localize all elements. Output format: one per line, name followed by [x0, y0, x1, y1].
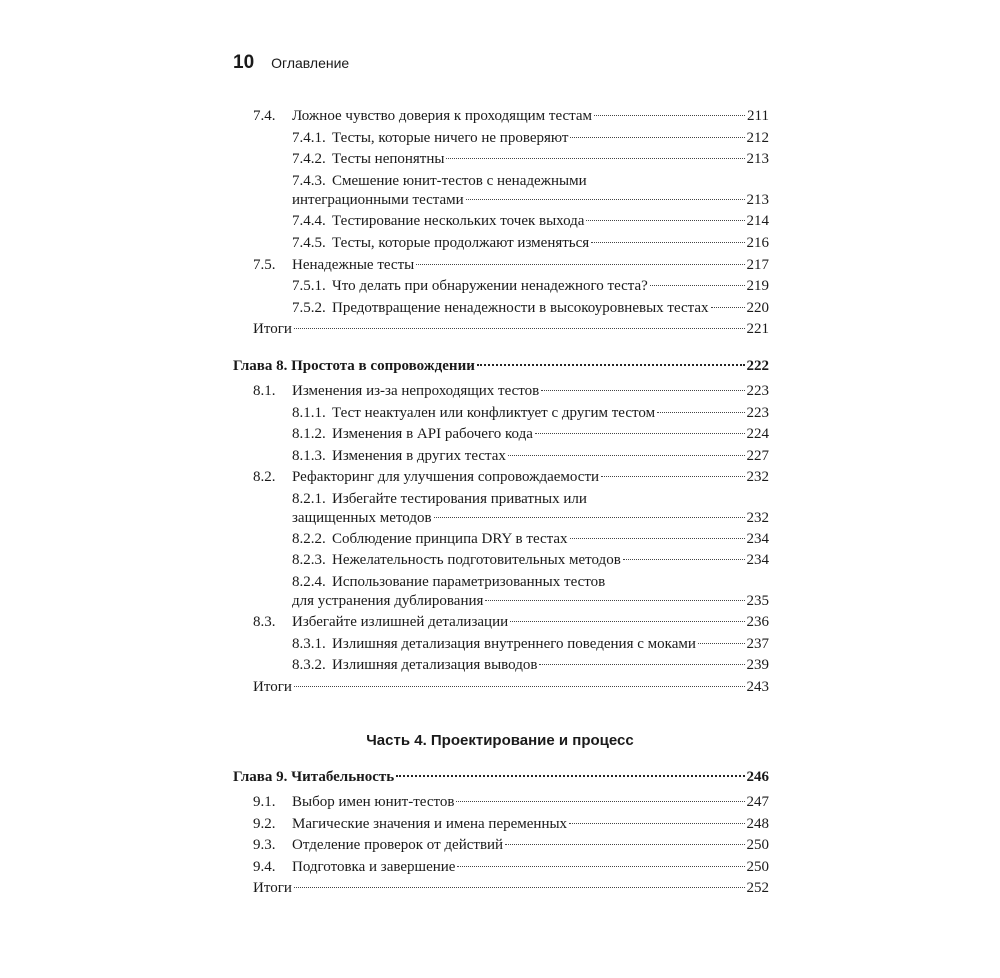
- toc-entry[interactable]: [0, 128, 1000, 150]
- toc-entry-page: 216: [746, 235, 769, 251]
- toc-entry-title: для устранения дублирования: [292, 593, 484, 609]
- toc-entry-continuation[interactable]: [0, 508, 1000, 530]
- toc-entry-number: 7.4.5.: [292, 235, 326, 251]
- toc-chapter-page: 246: [746, 769, 769, 785]
- toc-entry[interactable]: [0, 149, 1000, 171]
- toc-entry-number: 8.3.: [253, 614, 276, 630]
- toc-entry-title: Что делать при обнаружении ненадежного теста?: [332, 278, 648, 294]
- dot-leader: [535, 433, 745, 434]
- toc-entry-number: 8.2.: [253, 469, 276, 485]
- toc-entry-page: 248: [746, 816, 769, 832]
- dot-leader: [396, 775, 744, 777]
- toc-entry[interactable]: [0, 814, 1000, 836]
- dot-leader: [586, 220, 744, 221]
- toc-entry-page: 219: [746, 278, 769, 294]
- toc-entry-number: 7.4.3.: [292, 173, 326, 189]
- toc-entry-title: Излишняя детализация внутреннего поведения с моками: [332, 636, 696, 652]
- toc-chapter[interactable]: [0, 356, 1000, 378]
- toc-entry-number: 9.2.: [253, 816, 276, 832]
- toc-entry-number: 7.5.1.: [292, 278, 326, 294]
- toc-entry-continuation[interactable]: [0, 591, 1000, 613]
- dot-leader: [650, 285, 745, 286]
- dot-leader: [570, 137, 744, 138]
- toc-chapter[interactable]: [0, 767, 1000, 789]
- toc-entry-title: Тестирование нескольких точек выхода: [332, 213, 585, 229]
- dot-leader: [485, 600, 744, 601]
- dot-leader: [541, 390, 744, 391]
- toc-entry-title: Тест неактуален или конфликтует с другим тестом: [332, 405, 656, 421]
- toc-entry-page: 236: [746, 614, 769, 630]
- toc-entry-page: 212: [746, 130, 769, 146]
- dot-leader: [594, 115, 745, 116]
- toc-entry-title-line1: Смешение юнит-тестов с ненадежными: [332, 173, 587, 189]
- toc-entry-page: 213: [746, 151, 769, 167]
- toc-entry-page: 250: [746, 859, 769, 875]
- toc-entry-summary[interactable]: [0, 878, 1000, 900]
- toc-chapter-title: Глава 9. Читабельность: [233, 769, 395, 785]
- toc-entry-summary[interactable]: [0, 677, 1000, 699]
- toc-entry-title: Рефакторинг для улучшения сопровождаемости: [292, 469, 600, 485]
- toc-entry-title: Соблюдение принципа DRY в тестах: [332, 531, 568, 547]
- toc-entry[interactable]: [0, 835, 1000, 857]
- dot-leader: [505, 844, 744, 845]
- toc-entry-page: 247: [746, 794, 769, 810]
- toc-entry-summary[interactable]: [0, 319, 1000, 341]
- toc-entry-title: защищенных методов: [292, 510, 432, 526]
- toc-entry-title: Тесты непонятны: [332, 151, 445, 167]
- toc-entry-number: 7.4.4.: [292, 213, 326, 229]
- toc-entry-title: интеграционными тестами: [292, 192, 464, 208]
- toc-entry[interactable]: [0, 634, 1000, 656]
- toc-entry-page: 221: [746, 321, 769, 337]
- toc-entry-title: Отделение проверок от действий: [292, 837, 504, 853]
- toc-entry[interactable]: [0, 857, 1000, 879]
- dot-leader: [539, 664, 744, 665]
- dot-leader: [569, 823, 744, 824]
- toc-entry-title: Избегайте излишней детализации: [292, 614, 509, 630]
- dot-leader: [466, 199, 745, 200]
- toc-entry-number: 8.1.3.: [292, 448, 326, 464]
- toc-entry-title: Предотвращение ненадежности в высокоуровневых тестах: [332, 300, 709, 316]
- toc-entry-page: 227: [746, 448, 769, 464]
- toc-entry[interactable]: [0, 424, 1000, 446]
- toc-entry-page: 250: [746, 837, 769, 853]
- toc-entry-number: 7.4.1.: [292, 130, 326, 146]
- toc-entry-continuation[interactable]: [0, 190, 1000, 212]
- toc-entry-page: 232: [746, 469, 769, 485]
- toc-entry-title-line1: Использование параметризованных тестов: [332, 574, 606, 590]
- toc-entry-number: 8.3.2.: [292, 657, 326, 673]
- toc-entry[interactable]: [0, 467, 1000, 489]
- toc-entry-page: 243: [746, 679, 769, 695]
- running-head-title: Оглавление: [271, 55, 350, 71]
- dot-leader: [601, 476, 744, 477]
- dot-leader: [711, 307, 745, 308]
- dot-leader: [416, 264, 744, 265]
- dot-leader: [294, 328, 745, 329]
- toc-entry-page: 211: [747, 108, 769, 124]
- toc-entry-number: 9.1.: [253, 794, 276, 810]
- toc-entry-title: Изменения в API рабочего кода: [332, 426, 533, 442]
- dot-leader: [508, 455, 745, 456]
- dot-leader: [570, 538, 745, 539]
- toc-entry[interactable]: [0, 106, 1000, 128]
- toc-chapter-page: 222: [746, 358, 769, 374]
- dot-leader: [294, 887, 745, 888]
- toc-entry[interactable]: [0, 276, 1000, 298]
- dot-leader: [623, 559, 745, 560]
- dot-leader: [456, 801, 744, 802]
- toc-entry[interactable]: [0, 403, 1000, 425]
- toc-entry-number: 7.5.: [253, 257, 276, 273]
- toc-entry-title-line1: Избегайте тестирования приватных или: [332, 491, 587, 507]
- toc-entry-number: 8.3.1.: [292, 636, 326, 652]
- toc-entry-number: 7.5.2.: [292, 300, 326, 316]
- toc-entry-number: 8.1.1.: [292, 405, 326, 421]
- toc-entry-page: 223: [746, 405, 769, 421]
- toc-entry-title: Тесты, которые продолжают изменяться: [332, 235, 590, 251]
- toc-entry-page: 220: [746, 300, 769, 316]
- toc-entry[interactable]: [0, 298, 1000, 320]
- toc-entry-page: 237: [746, 636, 769, 652]
- toc-entry-title: Нежелательность подготовительных методов: [332, 552, 621, 568]
- toc-entry-title: Выбор имен юнит-тестов: [292, 794, 455, 810]
- dot-leader: [446, 158, 744, 159]
- toc-chapter-title: Глава 8. Простота в сопровождении: [233, 358, 475, 374]
- toc-entry[interactable]: [0, 233, 1000, 255]
- toc-entry-page: 214: [746, 213, 769, 229]
- dot-leader: [591, 242, 744, 243]
- toc-entry[interactable]: [0, 529, 1000, 551]
- toc-entry-number: 8.2.1.: [292, 491, 326, 507]
- toc-entry-title: Итоги: [253, 880, 292, 896]
- toc-entry-page: 235: [746, 593, 769, 609]
- toc-entry-title: Подготовка и завершение: [292, 859, 456, 875]
- toc-entry-number: 7.4.2.: [292, 151, 326, 167]
- toc-entry[interactable]: [0, 612, 1000, 634]
- toc-entry-number: 8.2.4.: [292, 574, 326, 590]
- toc-entry-number: 8.1.2.: [292, 426, 326, 442]
- toc-entry-page: 232: [746, 510, 769, 526]
- part-title: Часть 4. Проектирование и процесс: [366, 732, 634, 749]
- dot-leader: [510, 621, 744, 622]
- toc-entry[interactable]: [0, 792, 1000, 814]
- toc-entry-title: Изменения в других тестах: [332, 448, 506, 464]
- toc-entry-number: 7.4.: [253, 108, 276, 124]
- toc-entry-title: Излишняя детализация выводов: [332, 657, 538, 673]
- toc-entry-page: 234: [746, 552, 769, 568]
- toc-entry-number: 9.3.: [253, 837, 276, 853]
- toc-entry-title: Итоги: [253, 321, 292, 337]
- toc-entry-title: Магические значения и имена переменных: [292, 816, 568, 832]
- toc-entry-page: 217: [746, 257, 769, 273]
- toc-entry-number: 8.2.2.: [292, 531, 326, 547]
- dot-leader: [698, 643, 745, 644]
- dot-leader: [657, 412, 744, 413]
- toc-entry-page: 224: [746, 426, 769, 442]
- toc-entry-page: 213: [746, 192, 769, 208]
- toc-entry-page: 252: [746, 880, 769, 896]
- toc-entry[interactable]: [0, 211, 1000, 233]
- dot-leader: [477, 364, 745, 366]
- toc-entry-page: 239: [746, 657, 769, 673]
- toc-entry-number: 9.4.: [253, 859, 276, 875]
- toc-entry-title: Итоги: [253, 679, 292, 695]
- dot-leader: [457, 866, 744, 867]
- toc-entry-number: 8.1.: [253, 383, 276, 399]
- toc-entry[interactable]: [0, 381, 1000, 403]
- toc-entry-page: 234: [746, 531, 769, 547]
- toc-entry[interactable]: [0, 550, 1000, 572]
- toc-entry-title: Тесты, которые ничего не проверяют: [332, 130, 569, 146]
- toc-entry[interactable]: [0, 446, 1000, 468]
- toc-entry-title: Изменения из-за непроходящих тестов: [292, 383, 540, 399]
- toc-entry[interactable]: [0, 655, 1000, 677]
- toc-entry-number: 8.2.3.: [292, 552, 326, 568]
- dot-leader: [434, 517, 745, 518]
- toc-entry-title: Ложное чувство доверия к проходящим тестам: [292, 108, 593, 124]
- dot-leader: [294, 686, 745, 687]
- page-number: 10: [233, 52, 255, 73]
- toc-entry-page: 223: [746, 383, 769, 399]
- running-head: [233, 52, 349, 74]
- toc-entry[interactable]: [0, 255, 1000, 277]
- toc-entry-title: Ненадежные тесты: [292, 257, 415, 273]
